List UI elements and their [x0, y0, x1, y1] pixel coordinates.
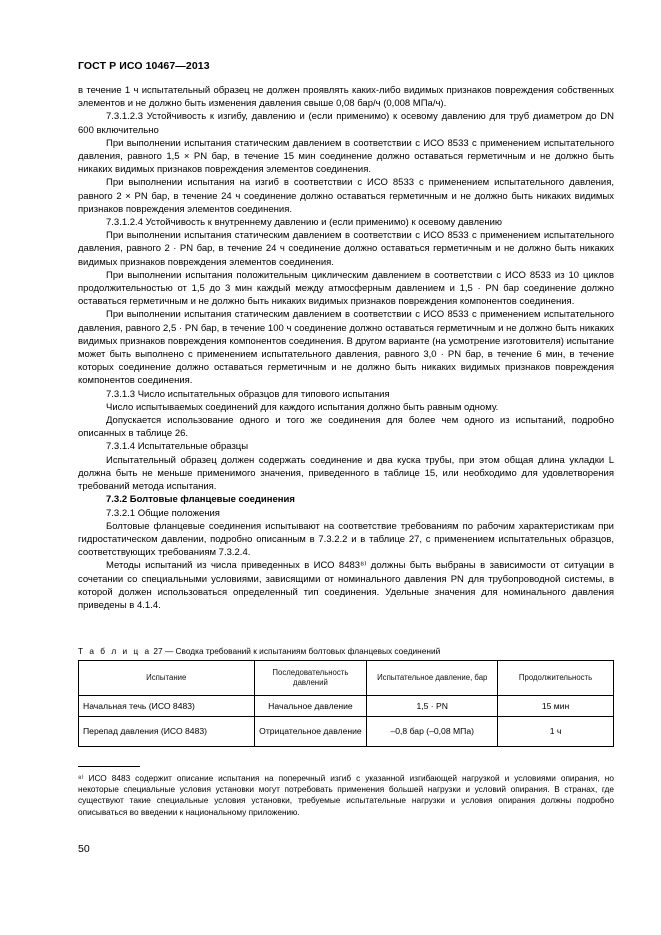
main-text — [78, 84, 614, 612]
header-test-pressure: Испытательное давление, бар — [367, 661, 498, 696]
table-cell: 1 ч — [498, 717, 614, 747]
table-caption — [78, 646, 614, 656]
table-caption-prefix: Т а б л и ц а — [78, 646, 152, 656]
document-header: ГОСТ Р ИСО 10467—2013 — [78, 60, 210, 72]
header-pressure-sequence: Последовательность давлений — [254, 661, 367, 696]
paragraph: 7.3.1.2.3 Устойчивость к изгибу, давлению и (если применимо) к осевому давлению для труб диаметром до DN 600 включительно — [78, 111, 614, 136]
footnote-separator — [78, 766, 140, 767]
paragraph: в течение 1 ч испытательный образец не должен проявлять каких-либо видимых признаков повреждения собственных элементов и не должно быть изменения давления свыше 0,08 бар/ч (0,008 МПа/ч). — [78, 85, 614, 110]
header-duration: Продолжительность — [498, 661, 614, 696]
table-caption-text: 27 — Сводка требований к испытаниям болтовых фланцевых соединений — [151, 646, 441, 656]
paragraph: При выполнении испытания положительным циклическим давлением в соответствии с ИСО 8533 из 10 циклов продолжительностью от 1,5 до 3 мин каждый между атмосферным давлением и 1,5 · PN бар соединение должно оставаться герметичным и не должно быть никаких видимых признаков повреждения компонентов соединения. — [78, 269, 614, 308]
paragraph: 7.3.1.2.4 Устойчивость к внутреннему давлению и (если применимо) к осевому давлению — [106, 217, 503, 229]
table-cell: 15 мин — [498, 696, 614, 717]
paragraph: Болтовые фланцевые соединения испытывают на соответствие требованиям по рабочим характеристикам при гидростатическом давлении, подробно описанным в 7.3.2.2 и в таблице 27, с применением испытательных образцов, соответствующих требованиям 7.3.2.4. — [78, 520, 614, 559]
paragraph: При выполнении испытания статическим давлением в соответствии с ИСО 8533 с применением испытательного давления, равного 1,5 × PN бар, в течение 15 мин соединение должно оставаться герметичным и не должно быть никаких видимых признаков повреждения элементов соединения. — [78, 137, 614, 176]
paragraph: Допускается использование одного и того же соединения для более чем одного из испытаний, подробно описанных в таблице 26. — [78, 415, 614, 440]
paragraph: Методы испытаний из числа приведенных в ИСО 8483⁸⁾ должны быть выбраны в зависимости от ситуации в сочетании со специальными условиями, зависящими от номинального давления PN для трубопроводной системы, в которой должен использоваться определенный тип соединения. Удельные значения для номинального давления приведены в 4.1.4. — [78, 560, 614, 611]
header-test: Испытание — [79, 661, 255, 696]
table-cell: Отрицательное давление — [254, 717, 367, 747]
table-cell: –0,8 бар (–0,08 МПа) — [367, 717, 498, 747]
paragraph: Испытательный образец должен содержать соединение и два куска трубы, при этом общая длина укладки L должна быть не меньше применимого значения, приведенного в таблице 15, или необходимо для удовлетворения требований метода испытания. — [78, 454, 614, 493]
table-header-row — [79, 661, 614, 696]
paragraph: При выполнении испытания статическим давлением в соответствии с ИСО 8533 с применением испытательного давления, равного 2,5 · PN бар, в течение 100 ч соединение должно оставаться герметичным и не должно быть никаких видимых признаков повреждения компонентов соединения. В другом варианте (на усмотрение изготовителя) испытание может быть выполнено с применением испытательного давления, равного 3,0 · PN бар, в течение 6 мин, в течение которых соединение должно оставаться герметичным и не должно быть никаких видимых признаков повреждения компонентов соединения. — [78, 309, 614, 387]
table-row — [79, 696, 614, 717]
paragraph: При выполнении испытания статическим давлением в соответствии с ИСО 8533 с применением испытательного давления, равного 2 · PN бар, в течение 24 ч соединение должно оставаться герметичным и не должно быть никаких видимых признаков повреждения элементов соединения. — [78, 230, 614, 268]
requirements-table — [78, 660, 614, 747]
table-row — [79, 717, 614, 747]
paragraph: 7.3.2 Болтовые фланцевые соединения — [106, 494, 295, 506]
table-cell: Начальное давление — [254, 696, 367, 717]
table-cell: 1,5 · PN — [367, 696, 498, 717]
table-cell: Начальная течь (ИСО 8483) — [79, 696, 255, 717]
paragraph: 7.3.2.1 Общие положения — [106, 507, 220, 519]
footnote: ⁸⁾ ИСО 8483 содержит описание испытания на поперечный изгиб с указанной изгибающей нагрузкой и условиями опирания, но некоторые специальные условия установки могут потребовать применения большей нагрузки и условий опирания. В странах, где существуют такие специальные условия установки, требуемые испытательные нагрузки и условия опирания должны подробно описываться во введении к национальному приложению. — [78, 773, 614, 817]
page-number: 50 — [78, 843, 90, 855]
paragraph: Число испытываемых соединений для каждого испытания должно быть равным одному. — [106, 401, 499, 413]
paragraph: 7.3.1.4 Испытательные образцы — [106, 441, 249, 453]
paragraph: 7.3.1.3 Число испытательных образцов для типового испытания — [106, 388, 390, 400]
table-cell: Перепад давления (ИСО 8483) — [79, 717, 255, 747]
paragraph: При выполнении испытания на изгиб в соответствии с ИСО 8533 с применением испытательного давления, равного 2 × PN бар, в течение 24 ч соединение должно оставаться герметичным и не должно быть никаких видимых признаков повреждения элементов соединения. — [78, 177, 614, 215]
